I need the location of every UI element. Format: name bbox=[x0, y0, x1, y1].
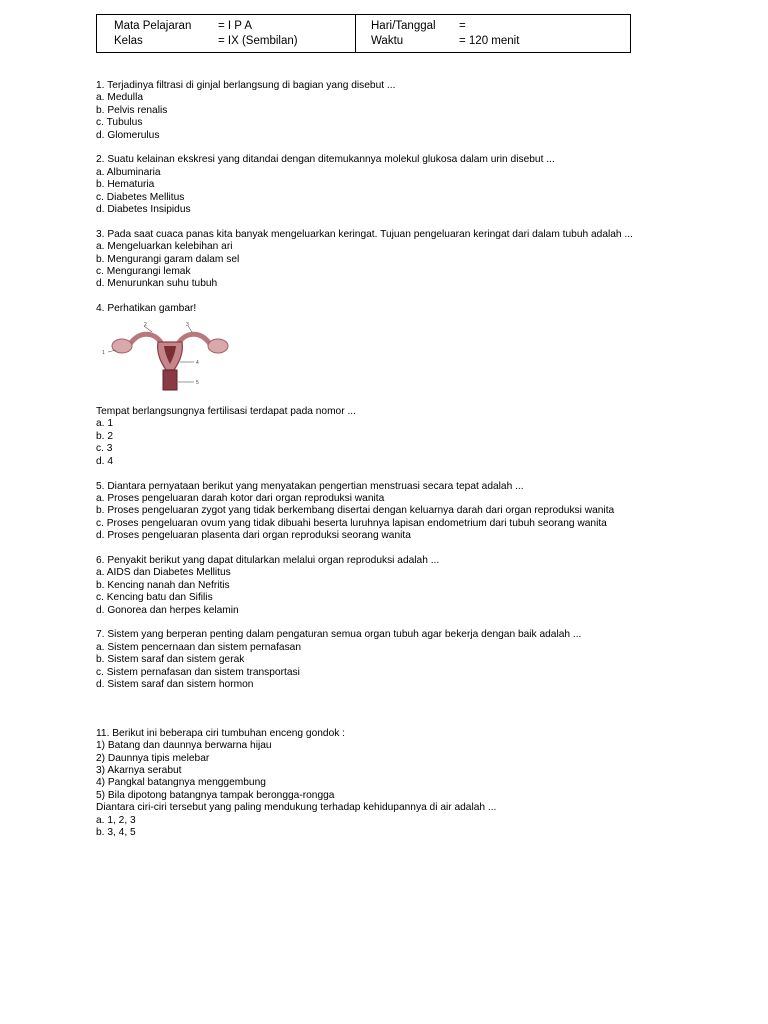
spacer bbox=[96, 704, 656, 728]
option-c: c. 3 bbox=[96, 443, 113, 455]
option-c: c. Diabetes Mellitus bbox=[96, 191, 185, 203]
figure-label-2: 2 bbox=[144, 321, 147, 328]
option-c: c. Tubulus bbox=[96, 117, 143, 129]
option-b: b. Sistem saraf dan sistem gerak bbox=[96, 654, 245, 666]
list-item: 2) Daunnya tipis melebar bbox=[96, 752, 210, 764]
question-text-2: Diantara ciri-ciri tersebut yang paling mendukung terhadap kehidupannya di air adalah ... bbox=[96, 802, 497, 814]
figure-label-1: 1 bbox=[102, 349, 105, 356]
option-d: d. Diabetes Insipidus bbox=[96, 204, 191, 216]
time-label: Waktu bbox=[371, 35, 404, 47]
question-2 bbox=[96, 154, 656, 216]
question-6 bbox=[96, 555, 656, 617]
option-b: b. Kencing nanah dan Nefritis bbox=[96, 579, 230, 591]
option-a: a. AIDS dan Diabetes Mellitus bbox=[96, 567, 231, 579]
option-a: a. Proses pengeluaran darah kotor dari organ reproduksi wanita bbox=[96, 492, 385, 504]
subject-label: Mata Pelajaran bbox=[114, 20, 192, 32]
option-c: c. Mengurangi lemak bbox=[96, 266, 191, 278]
option-d: d. Sistem saraf dan sistem hormon bbox=[96, 678, 254, 690]
list-item: 1) Batang dan daunnya berwarna hijau bbox=[96, 740, 272, 752]
option-d: d. Gonorea dan herpes kelamin bbox=[96, 604, 239, 616]
class-label: Kelas bbox=[114, 35, 143, 47]
option-c: c. Sistem pernafasan dan sistem transportasi bbox=[96, 666, 300, 678]
figure-label-3: 3 bbox=[186, 321, 189, 328]
option-b: b. Pelvis renalis bbox=[96, 104, 168, 116]
class-value: = IX (Sembilan) bbox=[218, 35, 298, 47]
question-text: 2. Suatu kelainan ekskresi yang ditandai dengan ditemukannya molekul glukosa dalam urin disebut ... bbox=[96, 154, 555, 166]
question-text: 3. Pada saat cuaca panas kita banyak mengeluarkan keringat. Tujuan pengeluaran keringat dari dalam tubuh adalah ... bbox=[96, 228, 633, 240]
question-text: 5. Diantara pernyataan berikut yang menyatakan pengertian menstruasi secara tepat adalah ... bbox=[96, 480, 524, 492]
question-3 bbox=[96, 229, 656, 291]
question-1 bbox=[96, 80, 656, 142]
question-4 bbox=[96, 303, 656, 468]
option-d: d. Glomerulus bbox=[96, 129, 160, 141]
option-b: b. 2 bbox=[96, 430, 113, 442]
date-value: = bbox=[459, 20, 466, 32]
list-item: 3) Akarnya serabut bbox=[96, 764, 182, 776]
header-right bbox=[356, 15, 630, 52]
question-text-2: Tempat berlangsungnya fertilisasi terdapat pada nomor ... bbox=[96, 406, 356, 418]
figure-label-5: 5 bbox=[196, 379, 199, 386]
option-b: b. 3, 4, 5 bbox=[96, 827, 136, 839]
right-ovary bbox=[208, 339, 228, 353]
question-7 bbox=[96, 629, 656, 691]
time-value: = 120 menit bbox=[459, 35, 520, 47]
list-item: 4) Pangkal batangnya menggembung bbox=[96, 777, 266, 789]
option-d: d. Proses pengeluaran plasenta dari organ reproduksi seorang wanita bbox=[96, 530, 411, 542]
question-text: 6. Penyakit berikut yang dapat ditularkan melalui organ reproduksi adalah ... bbox=[96, 554, 440, 566]
question-5 bbox=[96, 481, 656, 543]
question-text: 4. Perhatikan gambar! bbox=[96, 303, 197, 315]
question-list bbox=[96, 80, 656, 852]
option-b: b. Hematuria bbox=[96, 179, 155, 191]
left-ovary bbox=[112, 339, 132, 353]
question-text: 11. Berikut ini beberapa ciri tumbuhan enceng gondok : bbox=[96, 727, 346, 739]
option-a: a. Mengeluarkan kelebihan ari bbox=[96, 241, 233, 253]
female-reproductive-diagram bbox=[100, 322, 240, 392]
option-a: a. Sistem pencernaan dan sistem pernafasan bbox=[96, 641, 302, 653]
list-item: 5) Bila dipotong batangnya tampak berongga-rongga bbox=[96, 789, 335, 801]
exam-header bbox=[96, 14, 631, 53]
option-d: d. Menurunkan suhu tubuh bbox=[96, 278, 218, 290]
option-a: a. Albuminaria bbox=[96, 166, 161, 178]
option-a: a. Medulla bbox=[96, 92, 144, 104]
subject-value: = I P A bbox=[218, 20, 252, 32]
option-c: c. Kencing batu dan Sifilis bbox=[96, 592, 213, 604]
question-text: 1. Terjadinya filtrasi di ginjal berlangsung di bagian yang disebut ... bbox=[96, 80, 396, 91]
date-label: Hari/Tanggal bbox=[371, 20, 436, 32]
option-b: b. Proses pengeluaran zygot yang tidak berkembang disertai dengan keluarnya darah dari organ reproduksi wanita bbox=[96, 505, 615, 517]
option-b: b. Mengurangi garam dalam sel bbox=[96, 253, 240, 265]
right-fallopian-tube bbox=[178, 334, 210, 344]
option-c: c. Proses pengeluaran ovum yang tidak dibuahi beserta luruhnya lapisan endometrium dari tubuh seorang wanita bbox=[96, 517, 607, 529]
option-a: a. 1, 2, 3 bbox=[96, 814, 136, 826]
question-text: 7. Sistem yang berperan penting dalam pengaturan semua organ tubuh agar bekerja dengan baik adalah ... bbox=[96, 629, 582, 641]
vagina bbox=[163, 370, 177, 390]
question-11 bbox=[96, 728, 656, 840]
option-d: d. 4 bbox=[96, 455, 113, 467]
header-left bbox=[97, 15, 356, 52]
left-fallopian-tube bbox=[130, 334, 162, 344]
figure-label-4: 4 bbox=[196, 359, 199, 366]
option-a: a. 1 bbox=[96, 418, 113, 430]
